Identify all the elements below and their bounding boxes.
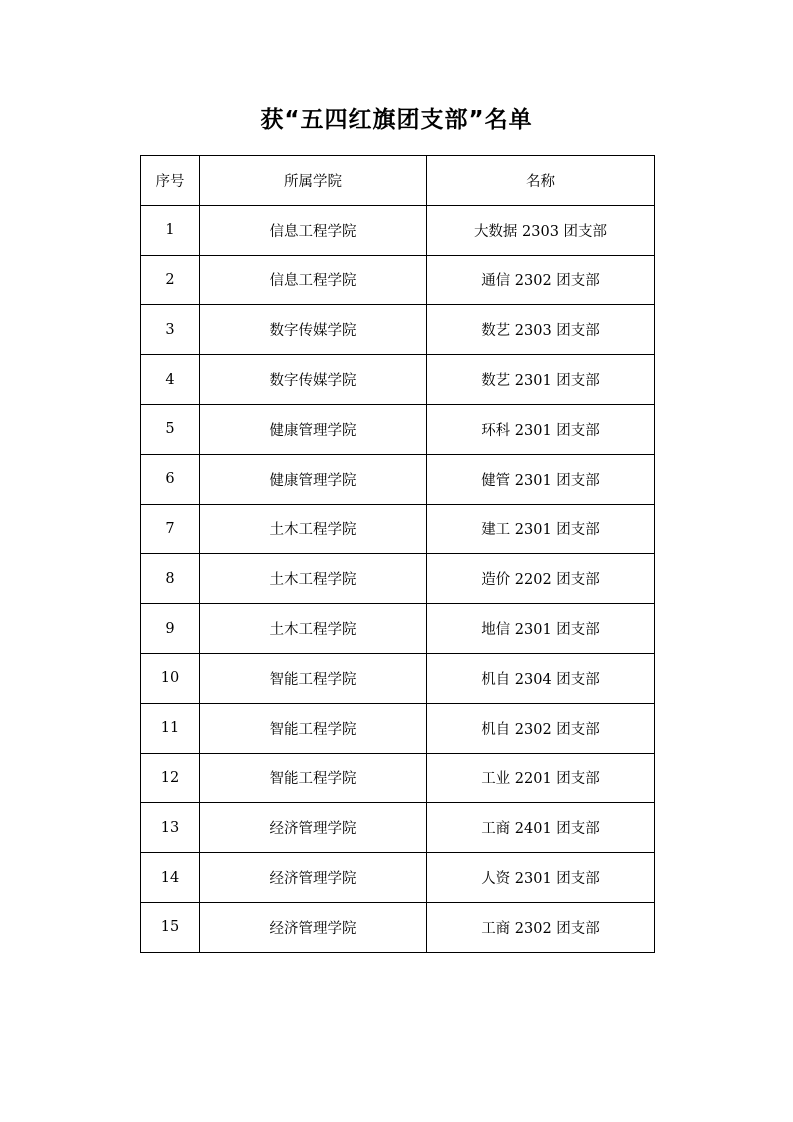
- cell-index: 2: [141, 255, 200, 305]
- cell-college: 数字传媒学院: [200, 355, 427, 405]
- table-row: [141, 205, 655, 255]
- cell-name: 数艺 2301 团支部: [427, 355, 655, 405]
- table-row: [141, 902, 655, 952]
- cell-name: 人资 2301 团支部: [427, 853, 655, 903]
- table-row: [141, 305, 655, 355]
- cell-college: 土木工程学院: [200, 554, 427, 604]
- table-header-row: [141, 156, 655, 206]
- header-college: 所属学院: [200, 156, 427, 206]
- cell-index: 9: [141, 604, 200, 654]
- cell-college: 经济管理学院: [200, 853, 427, 903]
- cell-index: 1: [141, 205, 200, 255]
- cell-name: 造价 2202 团支部: [427, 554, 655, 604]
- table-row: [141, 604, 655, 654]
- cell-name: 工商 2302 团支部: [427, 902, 655, 952]
- cell-index: 4: [141, 355, 200, 405]
- cell-name: 大数据 2303 团支部: [427, 205, 655, 255]
- cell-index: 11: [141, 703, 200, 753]
- table-row: [141, 454, 655, 504]
- table-row: [141, 504, 655, 554]
- header-index: 序号: [141, 156, 200, 206]
- table-row: [141, 404, 655, 454]
- cell-college: 数字传媒学院: [200, 305, 427, 355]
- cell-college: 信息工程学院: [200, 205, 427, 255]
- cell-index: 6: [141, 454, 200, 504]
- cell-name: 工业 2201 团支部: [427, 753, 655, 803]
- cell-college: 智能工程学院: [200, 753, 427, 803]
- table-row: [141, 255, 655, 305]
- cell-college: 智能工程学院: [200, 653, 427, 703]
- table-row: [141, 803, 655, 853]
- table-row: [141, 703, 655, 753]
- cell-name: 建工 2301 团支部: [427, 504, 655, 554]
- cell-college: 信息工程学院: [200, 255, 427, 305]
- cell-index: 5: [141, 404, 200, 454]
- table-row: [141, 853, 655, 903]
- page-title: 获“五四红旗团支部”名单: [260, 107, 533, 133]
- cell-college: 土木工程学院: [200, 504, 427, 554]
- award-list-table: [140, 155, 655, 953]
- cell-name: 通信 2302 团支部: [427, 255, 655, 305]
- cell-name: 机自 2304 团支部: [427, 653, 655, 703]
- cell-name: 机自 2302 团支部: [427, 703, 655, 753]
- cell-index: 3: [141, 305, 200, 355]
- cell-index: 14: [141, 853, 200, 903]
- cell-index: 10: [141, 653, 200, 703]
- cell-name: 地信 2301 团支部: [427, 604, 655, 654]
- table-row: [141, 653, 655, 703]
- cell-name: 健管 2301 团支部: [427, 454, 655, 504]
- cell-index: 8: [141, 554, 200, 604]
- cell-college: 土木工程学院: [200, 604, 427, 654]
- cell-college: 智能工程学院: [200, 703, 427, 753]
- cell-college: 经济管理学院: [200, 803, 427, 853]
- cell-name: 数艺 2303 团支部: [427, 305, 655, 355]
- cell-index: 7: [141, 504, 200, 554]
- cell-index: 13: [141, 803, 200, 853]
- table-row: [141, 355, 655, 405]
- cell-college: 健康管理学院: [200, 454, 427, 504]
- cell-index: 15: [141, 902, 200, 952]
- header-name: 名称: [427, 156, 655, 206]
- table-row: [141, 554, 655, 604]
- cell-college: 经济管理学院: [200, 902, 427, 952]
- cell-name: 工商 2401 团支部: [427, 803, 655, 853]
- cell-name: 环科 2301 团支部: [427, 404, 655, 454]
- cell-college: 健康管理学院: [200, 404, 427, 454]
- cell-index: 12: [141, 753, 200, 803]
- table-row: [141, 753, 655, 803]
